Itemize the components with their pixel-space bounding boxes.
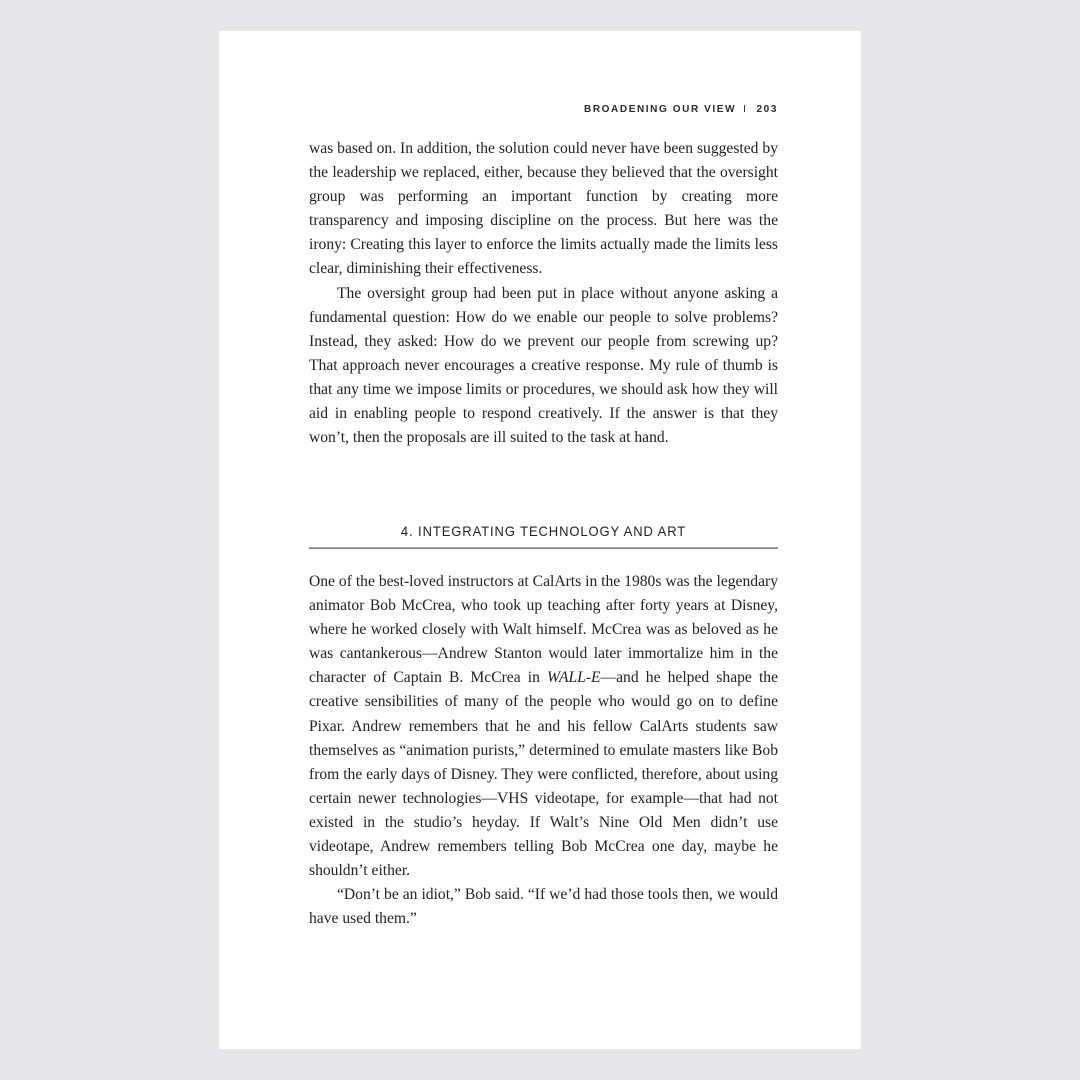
page-number: 203 <box>756 104 778 115</box>
paragraph: The oversight group had been put in place without anyone asking a fundamental question: How do we enable our people to solve problems? Instead, they asked: How do we prevent our people from screwing up? That approach never encourages a creative response. My rule of thumb is that any time we impose limits or procedures, we should ask how they will aid in enabling people to respond creatively. If the answer is that they won’t, then the proposals are ill suited to the task at hand. <box>309 284 778 447</box>
paragraph-text: —and he helped shape the creative sensibilities of many of the people who would go on to define Pixar. Andrew remembers that he and his fellow CalArts students saw themselves as “animation purists,” determined to emulate masters like Bob from the early days of Disney. They were conflicted, therefore, about using certain newer technologies—VHS videotape, for example—that had not existed in the studio’s heyday. If Walt’s Nine Old Men didn’t use videotape, Andrew remembers telling Bob McCrea one day, maybe he shouldn’t either. <box>309 669 779 880</box>
body-text-lower <box>309 570 778 931</box>
paragraph: “Don’t be an idiot,” Bob said. “If we’d had those tools then, we would have used them.” <box>309 886 778 928</box>
paragraph <box>309 570 778 883</box>
body-text-upper <box>309 137 778 450</box>
book-page <box>219 31 861 1049</box>
paragraph: was based on. In addition, the solution could never have been suggested by the leadership we replaced, either, because they believed that the oversight group was performing an important function by creating more transparency and imposing discipline on the process. But here was the irony: Creating this layer to enforce the limits actually made the limits less clear, diminishing their effectiveness. <box>309 140 778 278</box>
section-heading: 4. INTEGRATING TECHNOLOGY AND ART <box>309 523 778 548</box>
paragraph-text: One of the best-loved instructors at CalArts in the 1980s was the legendary animator Bob McCrea, who took up teaching after forty years at Disney, where he worked closely with Walt himself. McCrea was as beloved as he was cantankerous—Andrew Stanton would later immortalize him in the character of Captain B. McCrea in <box>309 573 778 687</box>
film-title: WALL-E <box>547 669 601 687</box>
running-head-title: BROADENING OUR VIEW <box>584 104 737 115</box>
running-head <box>584 104 778 115</box>
running-head-separator: I <box>743 104 748 115</box>
